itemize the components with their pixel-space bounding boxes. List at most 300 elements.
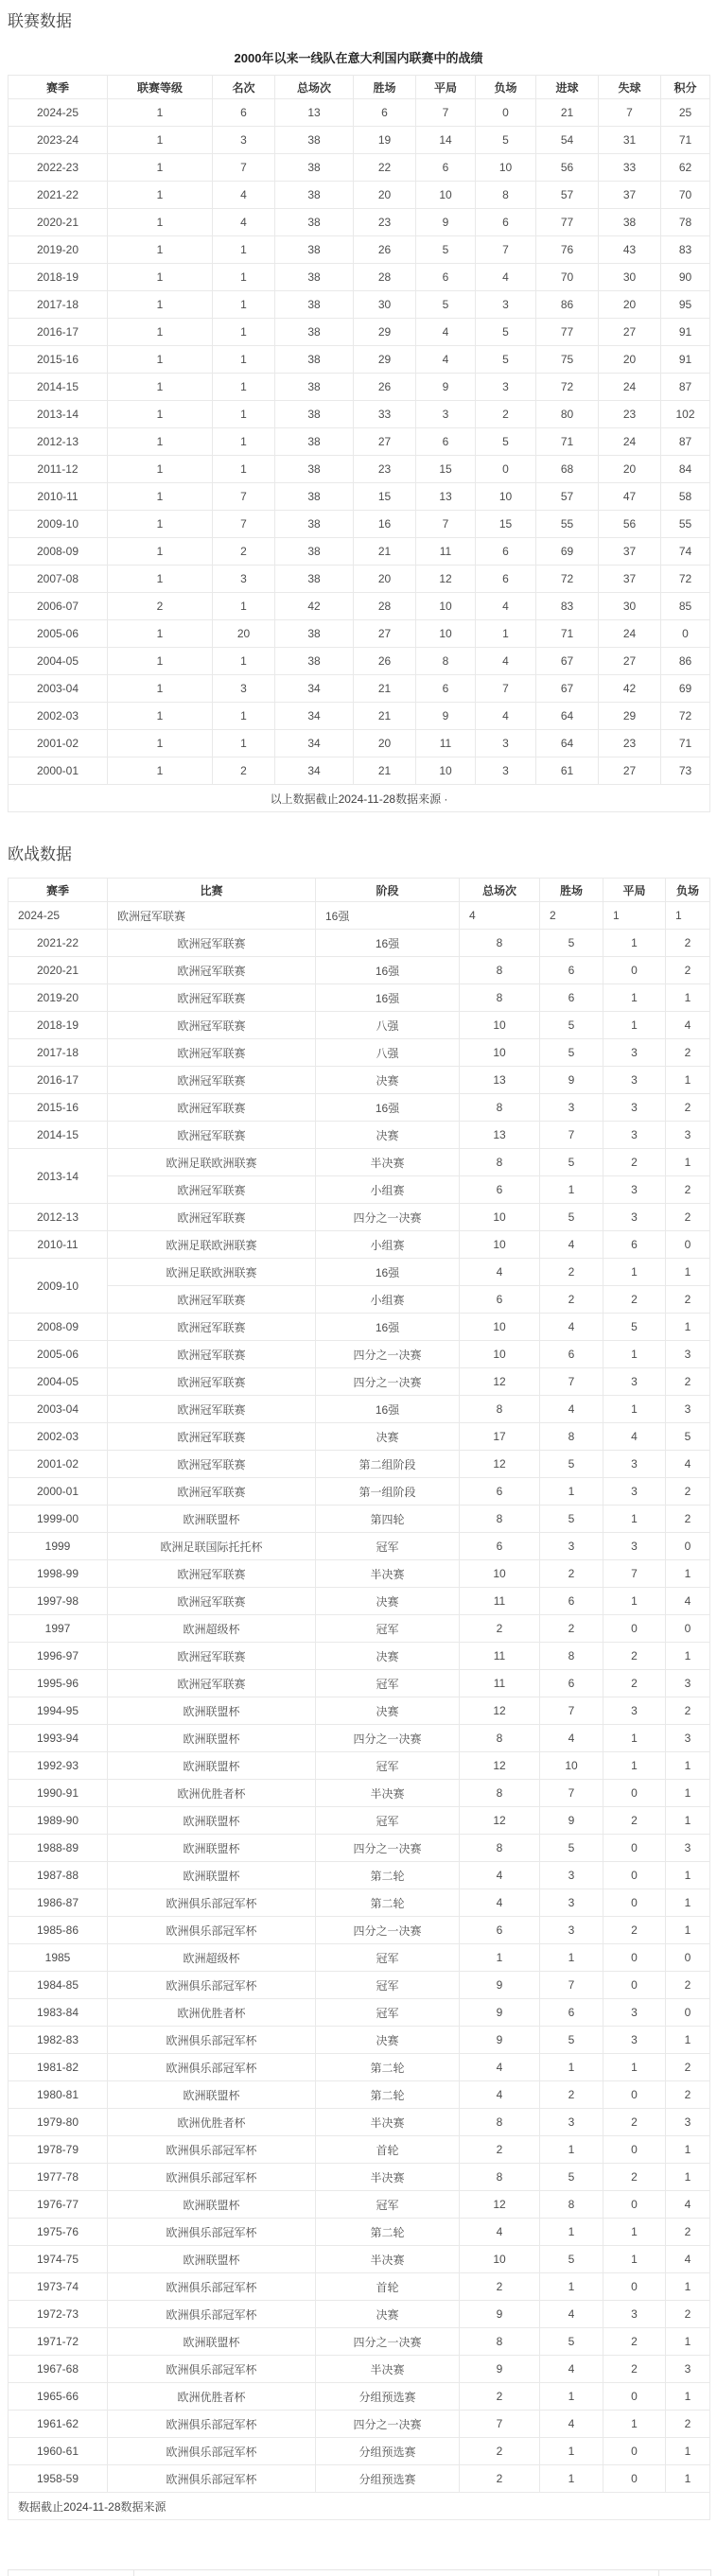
stat-cell: 0 — [603, 2273, 666, 2301]
stat-cell: 1 — [108, 236, 213, 264]
stat-cell: 0 — [603, 1835, 666, 1862]
season-cell: 1973-74 — [9, 2273, 108, 2301]
stat-cell: 5 — [540, 1506, 603, 1533]
competition-cell: 欧洲冠军联赛 — [108, 1094, 316, 1122]
stat-cell: 75 — [536, 346, 599, 374]
stat-cell: 34 — [275, 703, 354, 730]
stat-cell: 2 — [460, 1615, 540, 1643]
stat-cell: 3 — [603, 1204, 666, 1231]
stat-cell: 8 — [460, 930, 540, 957]
stat-cell: 67 — [536, 648, 599, 675]
season-cell: 2015-16 — [9, 1094, 108, 1122]
stage-cell: 16强 — [316, 984, 460, 1012]
stat-cell: 2 — [603, 1643, 666, 1670]
stage-cell: 16强 — [316, 902, 460, 930]
stat-cell: 7 — [540, 1972, 603, 1999]
stat-cell: 4 — [540, 2356, 603, 2383]
stat-cell: 7 — [540, 1368, 603, 1396]
stat-cell: 38 — [599, 209, 661, 236]
stat-cell: 8 — [540, 2191, 603, 2219]
stat-cell: 24 — [599, 428, 661, 456]
stat-cell: 37 — [599, 566, 661, 593]
table-row — [9, 456, 710, 483]
stat-cell: 33 — [599, 154, 661, 182]
season-cell: 1984-85 — [9, 1972, 108, 1999]
league-column-header: 平局 — [416, 76, 476, 99]
stage-cell: 冠军 — [316, 1670, 460, 1697]
stat-cell: 4 — [213, 209, 275, 236]
competition-cell: 欧洲优胜者杯 — [108, 2109, 316, 2136]
competition-cell: 欧洲俱乐部冠军杯 — [108, 2054, 316, 2081]
stat-cell: 25 — [661, 99, 710, 127]
season-cell: 2022-23 — [9, 154, 108, 182]
stat-cell: 12 — [460, 1752, 540, 1780]
stage-cell: 冠军 — [316, 1752, 460, 1780]
stat-cell: 1 — [666, 2383, 710, 2411]
table-row — [9, 2301, 710, 2328]
stat-cell: 1 — [603, 930, 666, 957]
table-row — [9, 1067, 710, 1094]
season-cell: 1999-00 — [9, 1506, 108, 1533]
stat-cell: 3 — [666, 2356, 710, 2383]
stage-cell: 第二轮 — [316, 1862, 460, 1889]
table-row — [9, 593, 710, 620]
stat-cell: 38 — [275, 483, 354, 511]
stage-cell: 决赛 — [316, 2301, 460, 2328]
stat-cell: 2 — [666, 2411, 710, 2438]
stat-cell: 4 — [416, 319, 476, 346]
table-row — [9, 1560, 710, 1588]
stat-cell: 10 — [416, 593, 476, 620]
stat-cell: 3 — [603, 1368, 666, 1396]
table-row — [9, 1012, 710, 1039]
competition-cell: 欧洲俱乐部冠军杯 — [108, 2027, 316, 2054]
stat-cell: 3 — [666, 1835, 710, 1862]
competition-cell: 欧洲冠军联赛 — [108, 1396, 316, 1423]
stage-cell: 四分之一决赛 — [316, 1341, 460, 1368]
next-table-top-edge — [8, 2569, 711, 2576]
stat-cell: 5 — [540, 1149, 603, 1176]
season-cell: 2000-01 — [9, 757, 108, 785]
table-row — [9, 1588, 710, 1615]
season-cell: 2009-10 — [9, 511, 108, 538]
stat-cell: 1 — [666, 1889, 710, 1917]
table-row — [9, 1478, 710, 1506]
table-row — [9, 428, 710, 456]
stat-cell: 1 — [108, 566, 213, 593]
stat-cell: 10 — [460, 1314, 540, 1341]
stat-cell: 11 — [460, 1588, 540, 1615]
table-row — [9, 483, 710, 511]
competition-cell: 欧洲联盟杯 — [108, 1835, 316, 1862]
stat-cell: 42 — [275, 593, 354, 620]
season-cell: 1997-98 — [9, 1588, 108, 1615]
stat-cell: 6 — [416, 264, 476, 291]
europe-column-header: 赛季 — [9, 879, 108, 902]
stat-cell: 8 — [460, 1780, 540, 1807]
competition-cell: 欧洲冠军联赛 — [108, 1341, 316, 1368]
stat-cell: 83 — [661, 236, 710, 264]
stat-cell: 2 — [540, 1560, 603, 1588]
stat-cell: 2 — [666, 1286, 710, 1314]
table-row — [9, 2246, 710, 2273]
season-cell: 2004-05 — [9, 648, 108, 675]
stat-cell: 30 — [599, 264, 661, 291]
stat-cell: 4 — [213, 182, 275, 209]
stat-cell: 6 — [540, 1588, 603, 1615]
table-row — [9, 182, 710, 209]
stat-cell: 1 — [603, 1259, 666, 1286]
stage-cell: 分组预选赛 — [316, 2438, 460, 2465]
stat-cell: 12 — [416, 566, 476, 593]
stat-cell: 0 — [666, 1231, 710, 1259]
stat-cell: 57 — [536, 182, 599, 209]
stat-cell: 34 — [275, 757, 354, 785]
competition-cell: 欧洲俱乐部冠军杯 — [108, 2356, 316, 2383]
stat-cell: 11 — [416, 538, 476, 566]
stat-cell: 72 — [536, 374, 599, 401]
stat-cell: 1 — [108, 620, 213, 648]
stat-cell: 4 — [460, 902, 540, 930]
stat-cell: 15 — [416, 456, 476, 483]
season-cell: 1982-83 — [9, 2027, 108, 2054]
stat-cell: 3 — [476, 291, 536, 319]
stat-cell: 38 — [275, 319, 354, 346]
table-row — [9, 2109, 710, 2136]
stage-cell: 小组赛 — [316, 1231, 460, 1259]
season-cell: 1977-78 — [9, 2164, 108, 2191]
season-cell: 1997 — [9, 1615, 108, 1643]
season-cell: 2016-17 — [9, 1067, 108, 1094]
table-row — [9, 2465, 710, 2493]
stage-cell: 半决赛 — [316, 2246, 460, 2273]
season-cell: 1961-62 — [9, 2411, 108, 2438]
stage-cell: 第二轮 — [316, 2081, 460, 2109]
stat-cell: 2 — [603, 1149, 666, 1176]
stat-cell: 11 — [416, 730, 476, 757]
table-row — [9, 2081, 710, 2109]
season-cell: 2011-12 — [9, 456, 108, 483]
stage-cell: 四分之一决赛 — [316, 1204, 460, 1231]
competition-cell: 欧洲冠军联赛 — [108, 1368, 316, 1396]
season-cell: 1998-99 — [9, 1560, 108, 1588]
stat-cell: 6 — [460, 1286, 540, 1314]
season-cell: 1995-96 — [9, 1670, 108, 1697]
stat-cell: 3 — [603, 1697, 666, 1725]
competition-cell: 欧洲联盟杯 — [108, 2328, 316, 2356]
stat-cell: 0 — [661, 620, 710, 648]
stat-cell: 10 — [460, 1231, 540, 1259]
stage-cell: 小组赛 — [316, 1176, 460, 1204]
stat-cell: 30 — [599, 593, 661, 620]
competition-cell: 欧洲联盟杯 — [108, 1725, 316, 1752]
stat-cell: 91 — [661, 319, 710, 346]
stat-cell: 10 — [460, 1341, 540, 1368]
stat-cell: 8 — [460, 1725, 540, 1752]
competition-cell: 欧洲冠军联赛 — [108, 1286, 316, 1314]
stat-cell: 1 — [540, 2273, 603, 2301]
stat-cell: 1 — [108, 401, 213, 428]
stat-cell: 1 — [540, 2054, 603, 2081]
season-cell: 1979-80 — [9, 2109, 108, 2136]
season-cell: 1971-72 — [9, 2328, 108, 2356]
stat-cell: 1 — [603, 1752, 666, 1780]
stat-cell: 1 — [108, 757, 213, 785]
stat-cell: 38 — [275, 566, 354, 593]
stat-cell: 27 — [599, 319, 661, 346]
league-table-caption: 2000年以来一线队在意大利国内联赛中的战绩 — [234, 51, 483, 65]
competition-cell: 欧洲超级杯 — [108, 1615, 316, 1643]
stat-cell: 6 — [540, 984, 603, 1012]
season-cell: 2019-20 — [9, 236, 108, 264]
stage-cell: 半决赛 — [316, 1560, 460, 1588]
competition-cell: 欧洲冠军联赛 — [108, 1643, 316, 1670]
table-row — [9, 566, 710, 593]
stat-cell: 43 — [599, 236, 661, 264]
stat-cell: 1 — [108, 648, 213, 675]
stage-cell: 第一组阶段 — [316, 1478, 460, 1506]
stat-cell: 102 — [661, 401, 710, 428]
season-cell: 2001-02 — [9, 730, 108, 757]
stat-cell: 9 — [416, 209, 476, 236]
stat-cell: 37 — [599, 538, 661, 566]
stat-cell: 0 — [603, 2136, 666, 2164]
stat-cell: 10 — [460, 1039, 540, 1067]
stage-cell: 八强 — [316, 1039, 460, 1067]
stat-cell: 3 — [213, 127, 275, 154]
stat-cell: 38 — [275, 182, 354, 209]
stat-cell: 38 — [275, 456, 354, 483]
season-cell: 2013-14 — [9, 401, 108, 428]
stat-cell: 5 — [540, 2246, 603, 2273]
europe-table — [8, 878, 710, 2520]
stage-cell: 冠军 — [316, 1944, 460, 1972]
stat-cell: 0 — [603, 2081, 666, 2109]
stage-cell: 半决赛 — [316, 2164, 460, 2191]
stat-cell: 13 — [460, 1122, 540, 1149]
stat-cell: 2 — [540, 2081, 603, 2109]
stat-cell: 4 — [603, 1423, 666, 1451]
stat-cell: 15 — [354, 483, 416, 511]
stat-cell: 3 — [666, 1396, 710, 1423]
stat-cell: 6 — [460, 1176, 540, 1204]
stat-cell: 3 — [603, 2027, 666, 2054]
stat-cell: 0 — [666, 1999, 710, 2027]
stat-cell: 17 — [460, 1423, 540, 1451]
stat-cell: 2 — [213, 538, 275, 566]
stat-cell: 2 — [666, 1094, 710, 1122]
stat-cell: 1 — [666, 2273, 710, 2301]
stage-cell: 第二轮 — [316, 1889, 460, 1917]
table-row — [9, 264, 710, 291]
stat-cell: 20 — [354, 182, 416, 209]
stage-cell: 半决赛 — [316, 1149, 460, 1176]
season-cell: 1967-68 — [9, 2356, 108, 2383]
stat-cell: 20 — [354, 730, 416, 757]
table-row — [9, 1807, 710, 1835]
stat-cell: 9 — [460, 1999, 540, 2027]
season-cell: 1960-61 — [9, 2438, 108, 2465]
stat-cell: 2 — [603, 1807, 666, 1835]
stat-cell: 1 — [666, 2027, 710, 2054]
table-row — [9, 1533, 710, 1560]
table-row — [9, 648, 710, 675]
stat-cell: 71 — [661, 127, 710, 154]
stat-cell: 29 — [354, 346, 416, 374]
stat-cell: 6 — [476, 209, 536, 236]
stat-cell: 0 — [603, 1889, 666, 1917]
stat-cell: 2 — [460, 2383, 540, 2411]
stat-cell: 6 — [416, 675, 476, 703]
table-row — [9, 620, 710, 648]
stat-cell: 7 — [416, 99, 476, 127]
stage-cell: 冠军 — [316, 1999, 460, 2027]
table-row — [9, 1122, 710, 1149]
stage-cell: 四分之一决赛 — [316, 1835, 460, 1862]
stat-cell: 23 — [599, 401, 661, 428]
stage-cell: 第二轮 — [316, 2054, 460, 2081]
stat-cell: 3 — [603, 1478, 666, 1506]
stat-cell: 72 — [661, 566, 710, 593]
stat-cell: 1 — [213, 428, 275, 456]
season-cell: 2015-16 — [9, 346, 108, 374]
stat-cell: 2 — [666, 1972, 710, 1999]
stat-cell: 5 — [540, 930, 603, 957]
stat-cell: 38 — [275, 264, 354, 291]
competition-cell: 欧洲冠军联赛 — [108, 1560, 316, 1588]
stat-cell: 24 — [599, 374, 661, 401]
stat-cell: 1 — [108, 456, 213, 483]
stat-cell: 23 — [354, 209, 416, 236]
stat-cell: 6 — [460, 1478, 540, 1506]
stat-cell: 71 — [536, 428, 599, 456]
stat-cell: 4 — [476, 264, 536, 291]
season-cell: 2020-21 — [9, 957, 108, 984]
stage-cell: 分组预选赛 — [316, 2465, 460, 2493]
stat-cell: 23 — [599, 730, 661, 757]
stage-cell: 16强 — [316, 930, 460, 957]
stat-cell: 3 — [603, 1176, 666, 1204]
stat-cell: 8 — [460, 957, 540, 984]
stat-cell: 1 — [108, 675, 213, 703]
competition-cell: 欧洲优胜者杯 — [108, 1999, 316, 2027]
competition-cell: 欧洲足联欧洲联赛 — [108, 1259, 316, 1286]
competition-cell: 欧洲冠军联赛 — [108, 1588, 316, 1615]
stat-cell: 6 — [476, 566, 536, 593]
stat-cell: 1 — [108, 319, 213, 346]
stat-cell: 8 — [460, 2164, 540, 2191]
season-cell: 2014-15 — [9, 374, 108, 401]
stat-cell: 26 — [354, 374, 416, 401]
stat-cell: 10 — [540, 1752, 603, 1780]
table-row — [9, 1314, 710, 1341]
table-row — [9, 236, 710, 264]
stat-cell: 0 — [603, 1780, 666, 1807]
stat-cell: 2 — [603, 1917, 666, 1944]
stat-cell: 1 — [540, 2219, 603, 2246]
stat-cell: 6 — [416, 154, 476, 182]
table-row — [9, 1780, 710, 1807]
stat-cell: 8 — [460, 1835, 540, 1862]
stat-cell: 3 — [603, 1122, 666, 1149]
competition-cell: 欧洲优胜者杯 — [108, 2383, 316, 2411]
stat-cell: 71 — [536, 620, 599, 648]
competition-cell: 欧洲冠军联赛 — [108, 984, 316, 1012]
season-cell: 1980-81 — [9, 2081, 108, 2109]
stat-cell: 9 — [416, 374, 476, 401]
stage-cell: 第二轮 — [316, 2219, 460, 2246]
stat-cell: 22 — [354, 154, 416, 182]
stat-cell: 13 — [460, 1067, 540, 1094]
stat-cell: 1 — [540, 2136, 603, 2164]
stat-cell: 1 — [213, 730, 275, 757]
stat-cell: 29 — [599, 703, 661, 730]
stat-cell: 2 — [108, 593, 213, 620]
stat-cell: 21 — [354, 757, 416, 785]
stat-cell: 7 — [416, 511, 476, 538]
stat-cell: 2 — [213, 757, 275, 785]
stat-cell: 80 — [536, 401, 599, 428]
stat-cell: 3 — [540, 2109, 603, 2136]
league-table — [8, 75, 710, 812]
europe-column-header: 负场 — [666, 879, 710, 902]
stat-cell: 55 — [536, 511, 599, 538]
stat-cell: 3 — [540, 1094, 603, 1122]
stat-cell: 55 — [661, 511, 710, 538]
stat-cell: 4 — [460, 2219, 540, 2246]
stat-cell: 1 — [603, 1506, 666, 1533]
stat-cell: 34 — [275, 675, 354, 703]
stat-cell: 2 — [666, 1368, 710, 1396]
table-row — [9, 538, 710, 566]
stage-cell: 16强 — [316, 957, 460, 984]
table-row — [9, 1368, 710, 1396]
stage-cell: 16强 — [316, 1094, 460, 1122]
table-row — [9, 154, 710, 182]
table-row — [9, 2136, 710, 2164]
season-cell: 2019-20 — [9, 984, 108, 1012]
stat-cell: 5 — [603, 1314, 666, 1341]
table-row — [9, 2356, 710, 2383]
table-row — [9, 2383, 710, 2411]
stat-cell: 28 — [354, 264, 416, 291]
stat-cell: 5 — [540, 2328, 603, 2356]
stat-cell: 38 — [275, 127, 354, 154]
stage-cell: 首轮 — [316, 2136, 460, 2164]
stat-cell: 3 — [603, 1999, 666, 2027]
stat-cell: 3 — [476, 374, 536, 401]
stat-cell: 1 — [666, 1752, 710, 1780]
table-row — [9, 1204, 710, 1231]
stat-cell: 38 — [275, 209, 354, 236]
stage-cell: 16强 — [316, 1314, 460, 1341]
stat-cell: 4 — [666, 2246, 710, 2273]
season-cell: 2003-04 — [9, 675, 108, 703]
stat-cell: 2 — [666, 1697, 710, 1725]
stat-cell: 1 — [666, 1807, 710, 1835]
stat-cell: 8 — [540, 1423, 603, 1451]
stage-cell: 四分之一决赛 — [316, 1917, 460, 1944]
stat-cell: 3 — [603, 1533, 666, 1560]
europe-column-header: 比赛 — [108, 879, 316, 902]
league-footer-row — [9, 785, 710, 812]
table-row — [9, 1862, 710, 1889]
stat-cell: 2 — [603, 1286, 666, 1314]
stat-cell: 1 — [603, 902, 666, 930]
table-row — [9, 1752, 710, 1780]
season-cell: 2020-21 — [9, 209, 108, 236]
stat-cell: 34 — [275, 730, 354, 757]
